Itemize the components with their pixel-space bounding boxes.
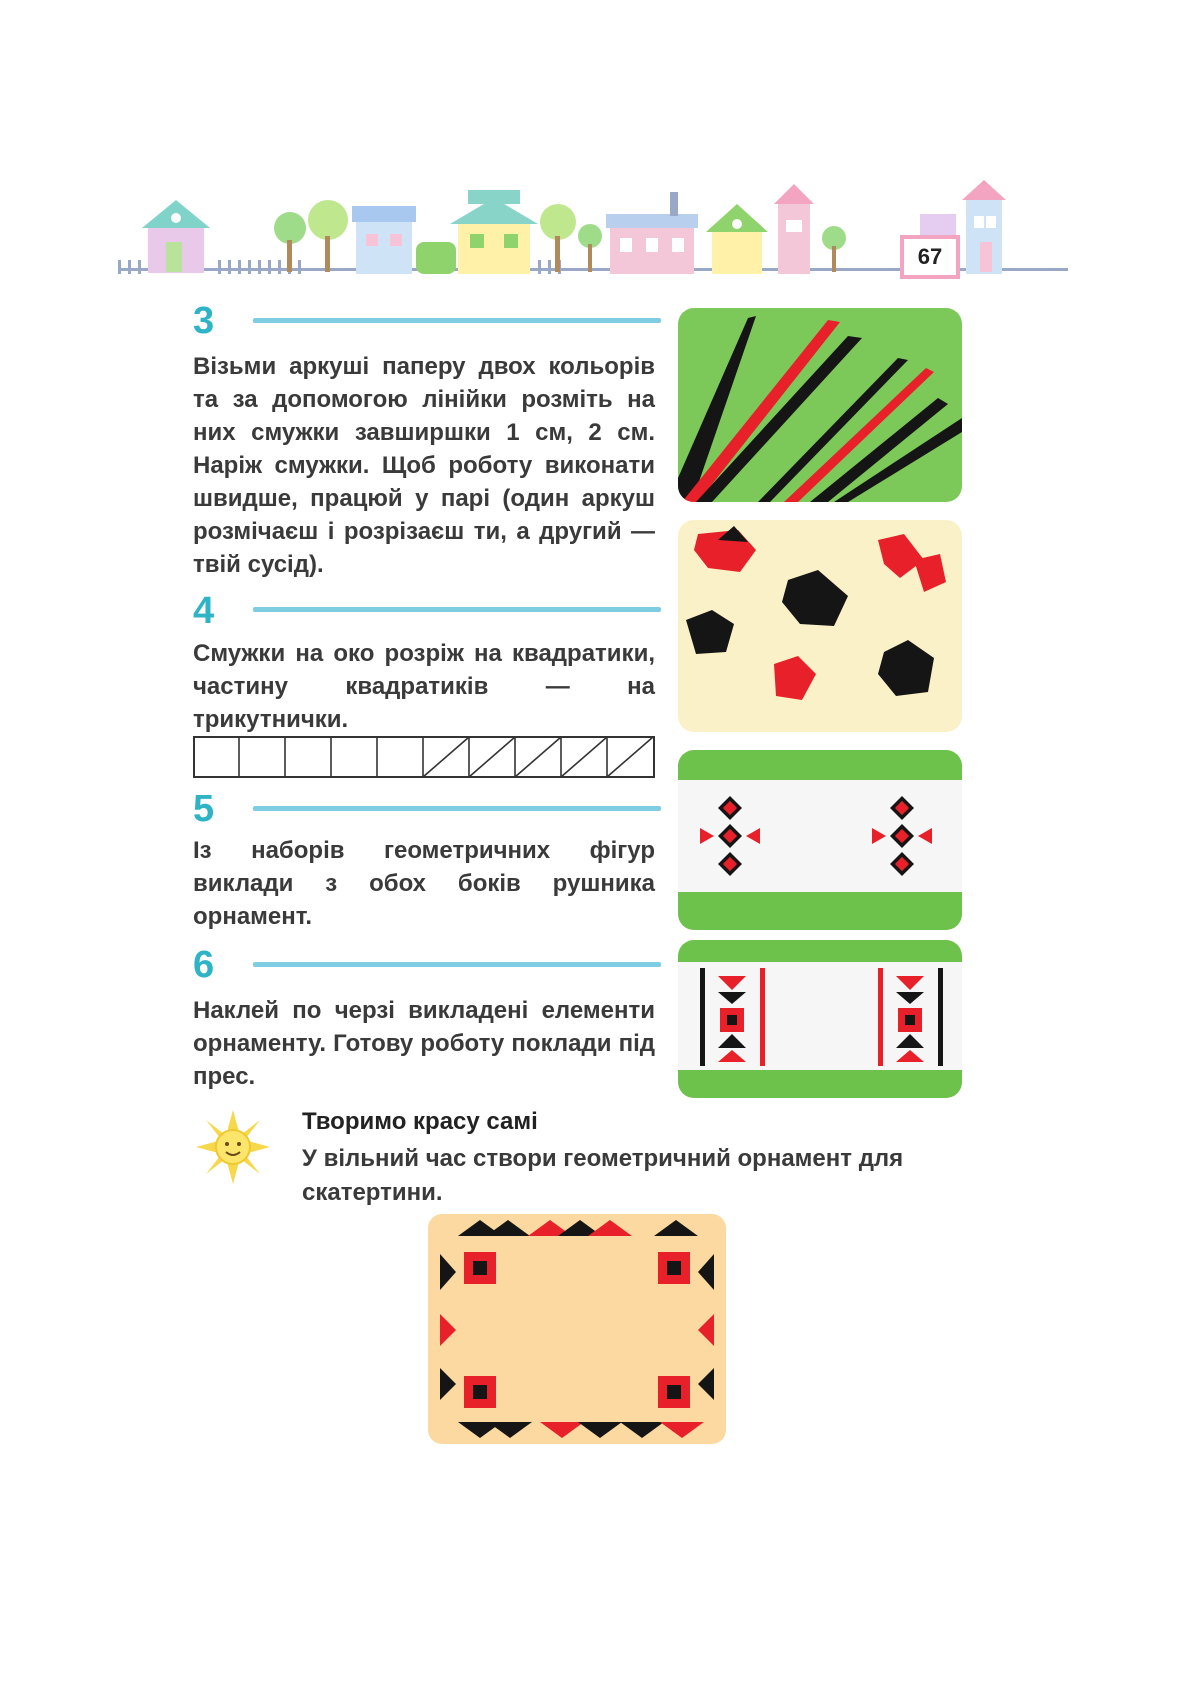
sun-icon [196,1110,270,1184]
task-3-divider [253,318,661,323]
bonus-text: У вільний час створи геометричний орнамент для скатертини. [302,1145,904,1206]
task-6-divider [253,962,661,967]
page-number: 67 [900,235,960,279]
task-5-text: Із наборів геометричних фігур виклади з обох боків рушника орнамент. [193,837,655,930]
photo-towel-glued [678,940,962,1098]
task-3-number: 3 [193,300,215,342]
photo-cut-pieces [678,520,962,732]
photo-towel-layout [678,750,962,930]
task-6-text: Наклей по черзі викладені елементи орнаменту. Готову роботу поклади під прес. [193,997,655,1090]
task-4-number: 4 [193,590,215,632]
bonus-title: Творимо красу самі [302,1108,538,1135]
task-4-divider [253,607,661,612]
photo-paper-strips [678,308,962,502]
task-4-text: Смужки на око розріж на квадратики, частину квадратиків — на трикутнички. [193,640,655,733]
task-6-number: 6 [193,944,215,986]
tablecloth-ornament-illustration [428,1214,726,1444]
task-5-divider [253,806,661,811]
task-3-text: Візьми аркуші паперу двох кольорів та за допомогою лінійки розміть на них смужки завширшки 1 см, 2 см. Наріж смужки. Щоб роботу виконати швидше, працюй у парі (один аркуш розмічаєш і розрізаєш ти, а другий — твій сусід). [193,353,655,578]
task-5-number: 5 [193,788,215,830]
cut-strip-diagram [193,736,655,782]
